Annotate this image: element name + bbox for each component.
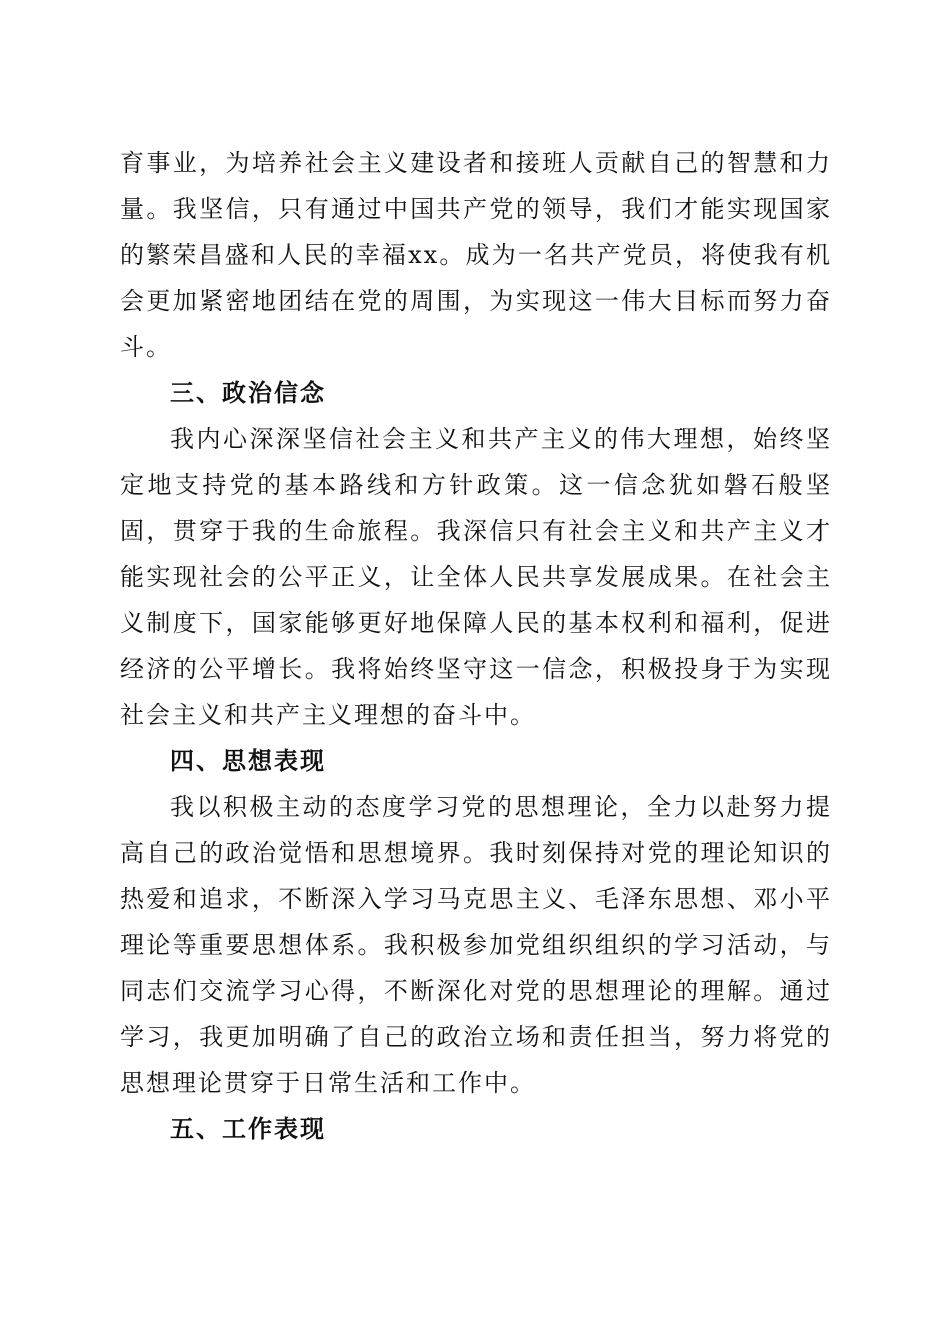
section-heading-ideological-performance: 四、思想表现 <box>170 747 326 775</box>
paragraph-political-belief: 我内心深深坚信社会主义和共产主义的伟大理想，始终坚定地支持党的基本路线和方针政策。这一信念犹如磐石般坚固，贯穿于我的生命旅程。我深信只有社会主义和共产主义才能实现社会的公平正义，让全体人民共享发展成果。在社会主义制度下，国家能够更好地保障人民的基本权利和福利，促进经济的公平增长。我将始终坚守这一信念，积极投身于为实现社会主义和共产主义理想的奋斗中。 <box>120 425 832 729</box>
paragraph-continued: 育事业，为培养社会主义建设者和接班人贡献自己的智慧和力量。我坚信，只有通过中国共产党的领导，我们才能实现国家的繁荣昌盛和人民的幸福xx。成为一名共产党员，将使我有机会更加紧密地团结在党的周围，为实现这一伟大目标而努力奋斗。 <box>120 149 832 361</box>
section-heading-work-performance: 五、工作表现 <box>170 1115 326 1143</box>
document-body <box>120 140 832 1152</box>
paragraph-ideological-performance: 我以积极主动的态度学习党的思想理论，全力以赴努力提高自己的政治觉悟和思想境界。我时刻保持对党的理论知识的热爱和追求，不断深入学习马克思主义、毛泽东思想、邓小平理论等重要思想体系。我积极参加党组织组织的学习活动，与同志们交流学习心得，不断深化对党的思想理论的理解。通过学习，我更加明确了自己的政治立场和责任担当，努力将党的思想理论贯穿于日常生活和工作中。 <box>120 793 832 1097</box>
section-heading-political-belief: 三、政治信念 <box>170 379 326 407</box>
